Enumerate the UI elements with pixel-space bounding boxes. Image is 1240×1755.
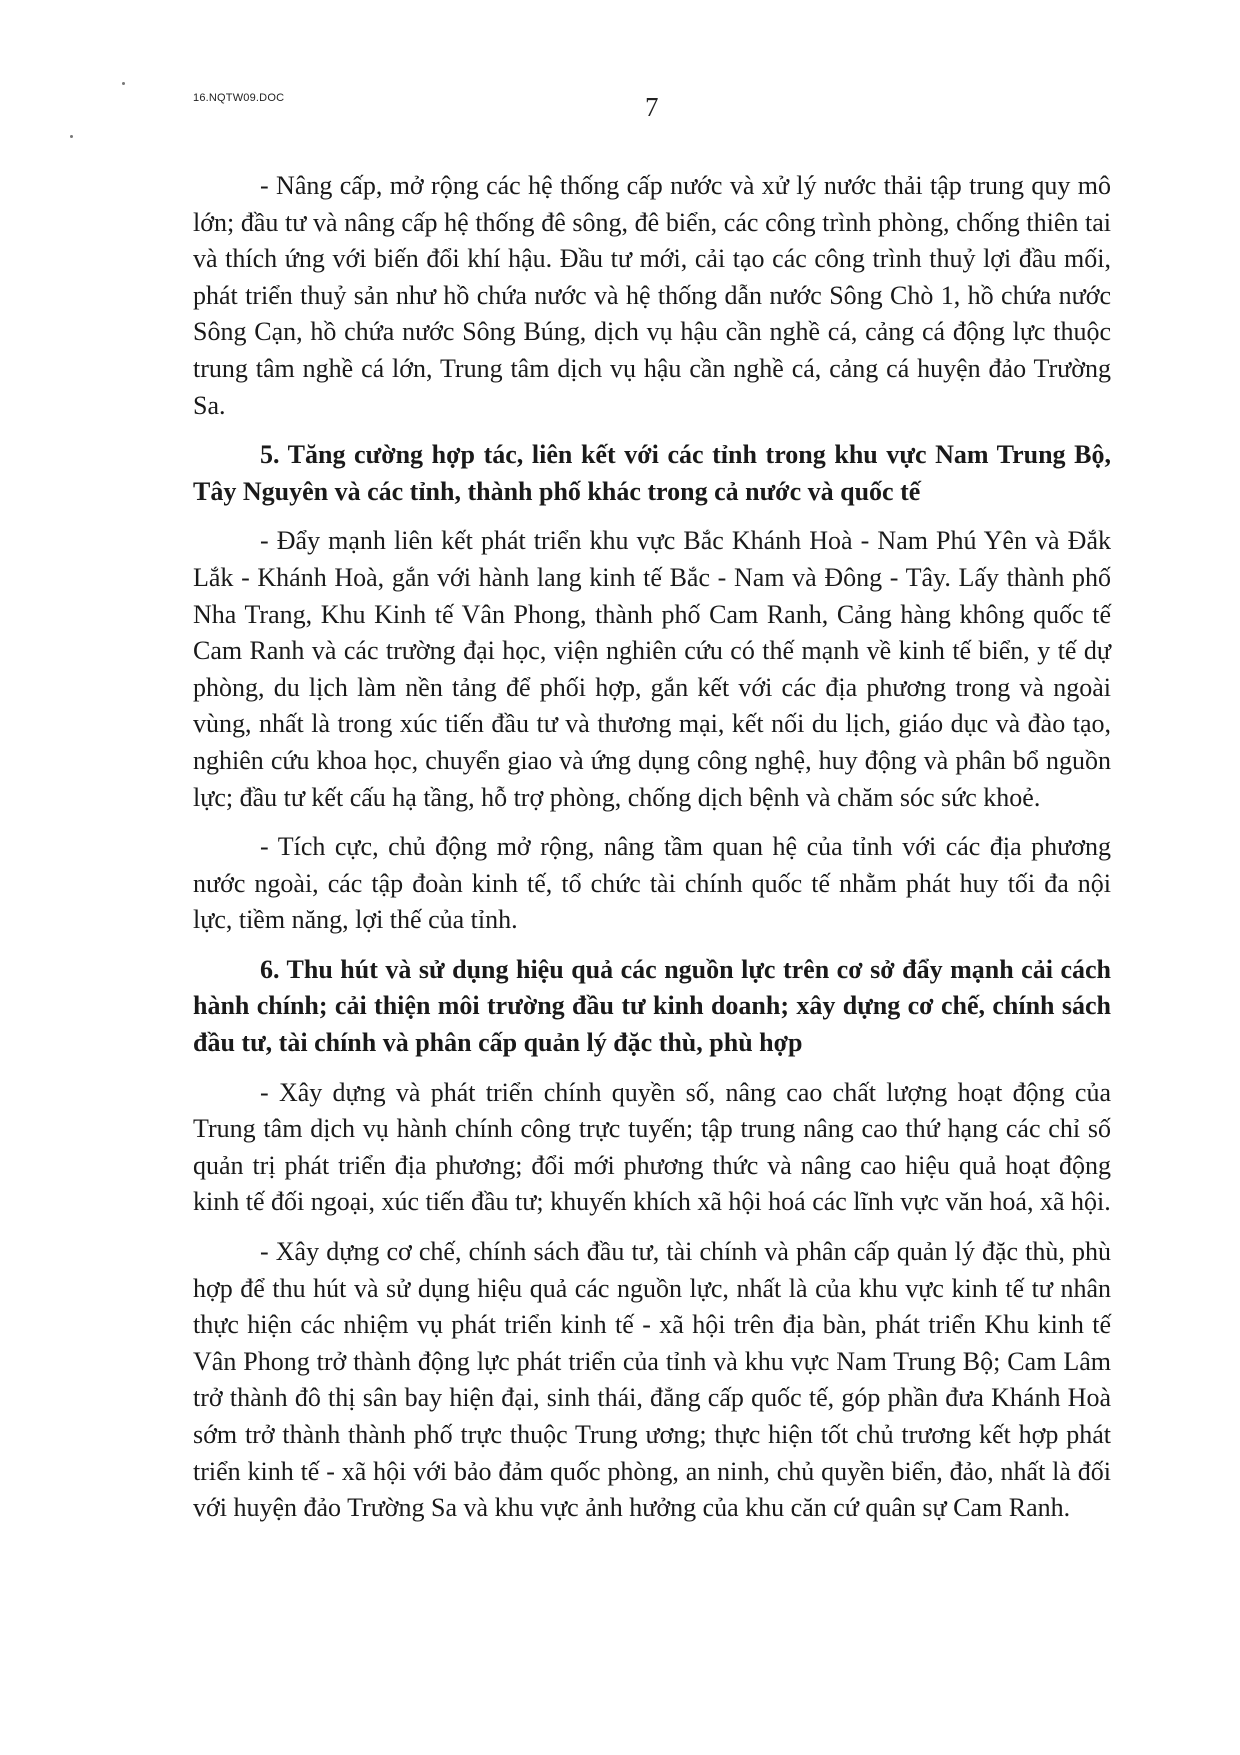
- file-name-label: 16.NQTW09.DOC: [193, 92, 285, 104]
- section-heading-6: 6. Thu hút và sử dụng hiệu quả các nguồn lực trên cơ sở đẩy mạnh cải cách hành chính; cải thiện môi trường đầu tư kinh doanh; xây dựng cơ chế, chính sách đầu tư, tài chính và phân cấp quản lý đặc thù, phù hợp: [193, 954, 1111, 1058]
- paragraph-regional-linkage: - Đẩy mạnh liên kết phát triển khu vực Bắc Khánh Hoà - Nam Phú Yên và Đắk Lắk - Khánh Hoà, gắn với hành lang kinh tế Bắc - Nam và Đông - Tây. Lấy thành phố Nha Trang, Khu Kinh tế Vân Phong, thành phố Cam Ranh, Cảng hàng không quốc tế Cam Ranh và các trường đại học, viện nghiên cứu có thế mạnh về kinh tế biển, y tế dự phòng, du lịch làm nền tảng để phối hợp, gắn kết với các địa phương trong và ngoài vùng, nhất là trong xúc tiến đầu tư và thương mại, kết nối du lịch, giáo dục và đào tạo, nghiên cứu khoa học, chuyển giao và ứng dụng công nghệ, huy động và phân bổ nguồn lực; đầu tư kết cấu hạ tầng, hỗ trợ phòng, chống dịch bệnh và chăm sóc sức khoẻ.: [193, 526, 1111, 812]
- paragraph-infrastructure-water: - Nâng cấp, mở rộng các hệ thống cấp nước và xử lý nước thải tập trung quy mô lớn; đầu tư và nâng cấp hệ thống đê sông, đê biển, các công trình phòng, chống thiên tai và thích ứng với biến đổi khí hậu. Đầu tư mới, cải tạo các công trình thuỷ lợi đầu mối, phát triển thuỷ sản như hồ chứa nước và hệ thống dẫn nước Sông Chò 1, hồ chứa nước Sông Cạn, hồ chứa nước Sông Búng, dịch vụ hậu cần nghề cá, cảng cá động lực thuộc trung tâm nghề cá lớn, Trung tâm dịch vụ hậu cần nghề cá, cảng cá huyện đảo Trường Sa.: [193, 171, 1111, 420]
- paragraph-digital-government: - Xây dựng và phát triển chính quyền số, nâng cao chất lượng hoạt động của Trung tâm dịch vụ hành chính công trực tuyến; tập trung nâng cao thứ hạng các chỉ số quản trị phát triển địa phương; đổi mới phương thức và nâng cao hiệu quả hoạt động kinh tế đối ngoại, xúc tiến đầu tư; khuyến khích xã hội hoá các lĩnh vực văn hoá, xã hội.: [193, 1077, 1111, 1217]
- paragraph-special-mechanisms: - Xây dựng cơ chế, chính sách đầu tư, tài chính và phân cấp quản lý đặc thù, phù hợp để thu hút và sử dụng hiệu quả các nguồn lực, nhất là của khu vực kinh tế tư nhân thực hiện các nhiệm vụ phát triển kinh tế - xã hội trên địa bàn, phát triển Khu kinh tế Vân Phong trở thành động lực phát triển của tỉnh và khu vực Nam Trung Bộ; Cam Lâm trở thành đô thị sân bay hiện đại, sinh thái, đẳng cấp quốc tế, góp phần đưa Khánh Hoà sớm trở thành thành phố trực thuộc Trung ương; thực hiện tốt chủ trương kết hợp phát triển kinh tế - xã hội với bảo đảm quốc phòng, an ninh, chủ quyền biển, đảo, nhất là đối với huyện đảo Trường Sa và khu vực ảnh hưởng của khu căn cứ quân sự Cam Ranh.: [193, 1237, 1111, 1523]
- page-number: 7: [645, 92, 659, 122]
- document-body: [193, 168, 1111, 1527]
- paragraph-foreign-relations: - Tích cực, chủ động mở rộng, nâng tầm quan hệ của tỉnh với các địa phương nước ngoài, các tập đoàn kinh tế, tổ chức tài chính quốc tế nhằm phát huy tối đa nội lực, tiềm năng, lợi thế của tỉnh.: [193, 832, 1111, 935]
- scan-speck-margin: [70, 135, 73, 138]
- section-heading-5: 5. Tăng cường hợp tác, liên kết với các tỉnh trong khu vực Nam Trung Bộ, Tây Nguyên và các tỉnh, thành phố khác trong cả nước và quốc tế: [193, 440, 1111, 506]
- scan-speck-top: [122, 82, 125, 85]
